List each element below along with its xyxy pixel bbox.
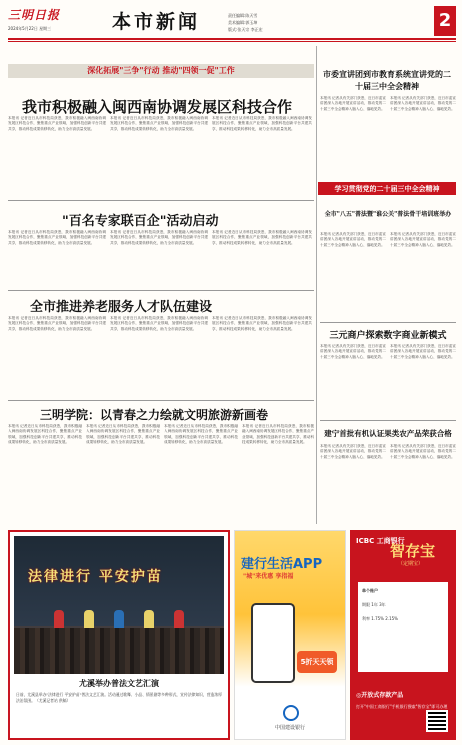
masthead-rule <box>8 38 456 40</box>
performer <box>114 610 124 630</box>
article-column: 本报讯 记者近日从市科技局获悉，我市积极融入闽西南协调发展区科技合作，聚焦重点产业领域，加强科技创新平台共建共享，推动科技成果转移转化，助力全市高质量发展。 <box>8 116 106 131</box>
ccb-logo-icon <box>283 705 299 721</box>
headline-tech-cooperation: 我市积极融入闽西南协调发展区科技合作 <box>22 98 293 116</box>
headline-sanming-university: 三明学院：以青春之力绘就文明旅游新画卷 <box>40 408 269 422</box>
banner-text: 深化拓展"三争"行动 推动"四领一促"工作 <box>87 65 235 75</box>
article-column: 本报讯 记者近日从市科技局获悉，我市积极融入闽西南协调发展区科技合作，聚焦重点产业领域，加强科技创新平台共建共享，推动科技成果转移转化，助力全市高质量发展。 <box>242 424 314 445</box>
article-column: 本报讯 记者从有关部门获悉，近日市委宣讲团深入各地开展宣讲活动，推动党的二十届三中全会精神入脑入心、落地见效。 <box>390 444 456 459</box>
section-title: 本市新闻 <box>112 11 201 33</box>
article-column: 本报讯 记者近日从市科技局获悉，我市积极融入闽西南协调发展区科技合作，聚焦重点产业领域，加强科技创新平台共建共享，推动科技成果转移转化，助力全市高质量发展。 <box>110 316 208 331</box>
headline-law-training: 全市"八五"普法暨"谁公关"普法骨干培训班举办 <box>324 211 452 218</box>
ad-footer: ◎开放式存款产品 <box>356 692 404 699</box>
page-number: 2 <box>434 6 456 36</box>
performer <box>54 610 64 630</box>
article-column: 本报讯 记者近日从市科技局获悉，我市积极融入闽西南协调发展区科技合作，聚焦重点产业领域，加强科技创新平台共建共享，推动科技成果转移转化，助力全市高质量发展。 <box>86 424 160 445</box>
photo-title: 尤溪举办普法文艺汇演 <box>79 678 159 688</box>
rate-row: 期限 1年 3年 <box>362 602 386 607</box>
icbc-advertisement[interactable] <box>350 530 456 740</box>
article-column: 本报讯 记者近日从市科技局获悉，我市积极融入闽西南协调发展区科技合作，聚焦重点产业领域，加强科技创新平台共建共享，推动科技成果转移转化，助力全市高质量发展。 <box>212 316 312 331</box>
article-column: 本报讯 记者近日从市科技局获悉，我市积极融入闽西南协调发展区科技合作，聚焦重点产业领域，加强科技创新平台共建共享，推动科技成果转移转化，助力全市高质量发展。 <box>8 316 106 331</box>
performer <box>144 610 154 630</box>
article-column: 本报讯 记者近日从市科技局获悉，我市积极融入闽西南协调发展区科技合作，聚焦重点产业领域，加强科技创新平台共建共享，推动科技成果转移转化，助力全市高质量发展。 <box>212 116 312 131</box>
newspaper-logo: 三明日报 <box>8 8 61 22</box>
performance-photo <box>14 536 224 674</box>
divider <box>8 400 314 401</box>
icbc-brand: ICBC 工商银行 <box>356 537 405 545</box>
ad-title: 建行生活APP <box>241 557 323 572</box>
article-column: 本报讯 记者近日从市科技局获悉，我市积极融入闽西南协调发展区科技合作，聚焦重点产业领域，加强科技创新平台共建共享，推动科技成果转移转化，助力全市高质量发展。 <box>110 230 208 245</box>
rate-row: 利率 1.75% 2.15% <box>362 616 398 621</box>
editor-line: 责任编辑:陈天雪 <box>228 13 258 18</box>
column-divider <box>316 46 317 524</box>
divider <box>320 420 456 421</box>
headline-digital-commerce: 三元商户探索数字商业新模式 <box>329 331 447 341</box>
ad-title: 智存宝 <box>390 542 436 560</box>
article-column: 本报讯 记者近日从市科技局获悉，我市积极融入闽西南协调发展区科技合作，聚焦重点产业领域，加强科技创新平台共建共享，推动科技成果转移转化，助力全市高质量发展。 <box>212 230 312 245</box>
article-column: 本报讯 记者近日从市科技局获悉，我市积极融入闽西南协调发展区科技合作，聚焦重点产业领域，加强科技创新平台共建共享，推动科技成果转移转化，助力全市高质量发展。 <box>8 230 106 245</box>
section-banner <box>8 64 314 78</box>
divider <box>320 322 456 323</box>
bank-name: 中国建设银行 <box>274 725 305 731</box>
performer <box>84 610 94 630</box>
divider <box>8 200 314 201</box>
headline-party-lecture: 市委宣讲团到市教育系统宣讲党的二十届三中全会精神 <box>323 69 451 91</box>
article-column: 本报讯 记者从有关部门获悉，近日市委宣讲团深入各地开展宣讲活动，推动党的二十届三中全会精神入脑入心、落地见效。 <box>390 344 456 359</box>
divider <box>8 290 314 291</box>
article-column: 本报讯 记者从有关部门获悉，近日市委宣讲团深入各地开展宣讲活动，推动党的二十届三中全会精神入脑入心、落地见效。 <box>320 344 386 359</box>
photo-caption: 日前，尤溪县举办"法律进行 平安护苗"普法文艺汇演。活动通过歌舞、小品、情景剧等多种形式，宣传法律知识，营造浓厚法治氛围。（尤溪记者站 供稿） <box>16 692 222 703</box>
rate-row: 单个账户 <box>362 588 378 593</box>
rate-table <box>358 582 448 672</box>
headline-organic-certification: 建宁首批有机认证果类农产品荣获合格 <box>324 429 452 438</box>
performer <box>174 610 184 630</box>
theme-bar <box>318 182 456 195</box>
article-column: 本报讯 记者近日从市科技局获悉，我市积极融入闽西南协调发展区科技合作，聚焦重点产业领域，加强科技创新平台共建共享，推动科技成果转移转化，助力全市高质量发展。 <box>110 116 208 131</box>
photo-feature <box>8 530 230 740</box>
article-column: 本报讯 记者从有关部门获悉，近日市委宣讲团深入各地开展宣讲活动，推动党的二十届三中全会精神入脑入心、落地见效。 <box>320 444 386 459</box>
editor-line: 版式:张天宗 李正宏 <box>228 27 263 32</box>
article-column: 本报讯 记者从有关部门获悉，近日市委宣讲团深入各地开展宣讲活动，推动党的二十届三中全会精神入脑入心、落地见效。 <box>390 232 456 247</box>
article-column: 本报讯 记者从有关部门获悉，近日市委宣讲团深入各地开展宣讲活动，推动党的二十届三中全会精神入脑入心、落地见效。 <box>390 96 456 111</box>
stage-slogan: 法律进行 平安护苗 <box>28 569 163 585</box>
article-column: 本报讯 记者近日从市科技局获悉，我市积极融入闽西南协调发展区科技合作，聚焦重点产业领域，加强科技创新平台共建共享，推动科技成果转移转化，助力全市高质量发展。 <box>164 424 238 445</box>
ad-subtitle: "城"来优惠 享指福 <box>243 573 294 580</box>
ccb-advertisement[interactable] <box>234 530 346 740</box>
headline-elderly-care: 全市推进养老服务人才队伍建设 <box>30 300 213 315</box>
issue-date: 2024年5月22日 星期三 <box>8 26 52 31</box>
article-column: 本报讯 记者从有关部门获悉，近日市委宣讲团深入各地开展宣讲活动，推动党的二十届三中全会精神入脑入心、落地见效。 <box>320 232 386 247</box>
editor-credits <box>228 12 263 33</box>
phone-illustration <box>251 603 295 683</box>
ad-footer-text: 打开"中国工商银行"手机银行搜索"智存宝"即可办理 <box>356 704 448 709</box>
article-column: 本报讯 记者近日从市科技局获悉，我市积极融入闽西南协调发展区科技合作，聚焦重点产业领域，加强科技创新平台共建共享，推动科技成果转移转化，助力全市高质量发展。 <box>8 424 82 445</box>
editor-line: 美术编辑:郭玉坤 <box>228 20 258 25</box>
masthead-rule-thin <box>8 41 456 42</box>
headline-experts: "百名专家联百企"活动启动 <box>62 214 219 229</box>
masthead <box>8 6 456 36</box>
ad-badge: 5折天天领 <box>297 651 337 673</box>
theme-bar-text: 学习贯彻党的二十届三中全会精神 <box>334 184 440 193</box>
qr-code-icon[interactable] <box>426 710 448 732</box>
ad-subtitle: （定期宝） <box>398 561 424 567</box>
audience <box>14 628 224 674</box>
article-column: 本报讯 记者从有关部门获悉，近日市委宣讲团深入各地开展宣讲活动，推动党的二十届三中全会精神入脑入心、落地见效。 <box>320 96 386 111</box>
